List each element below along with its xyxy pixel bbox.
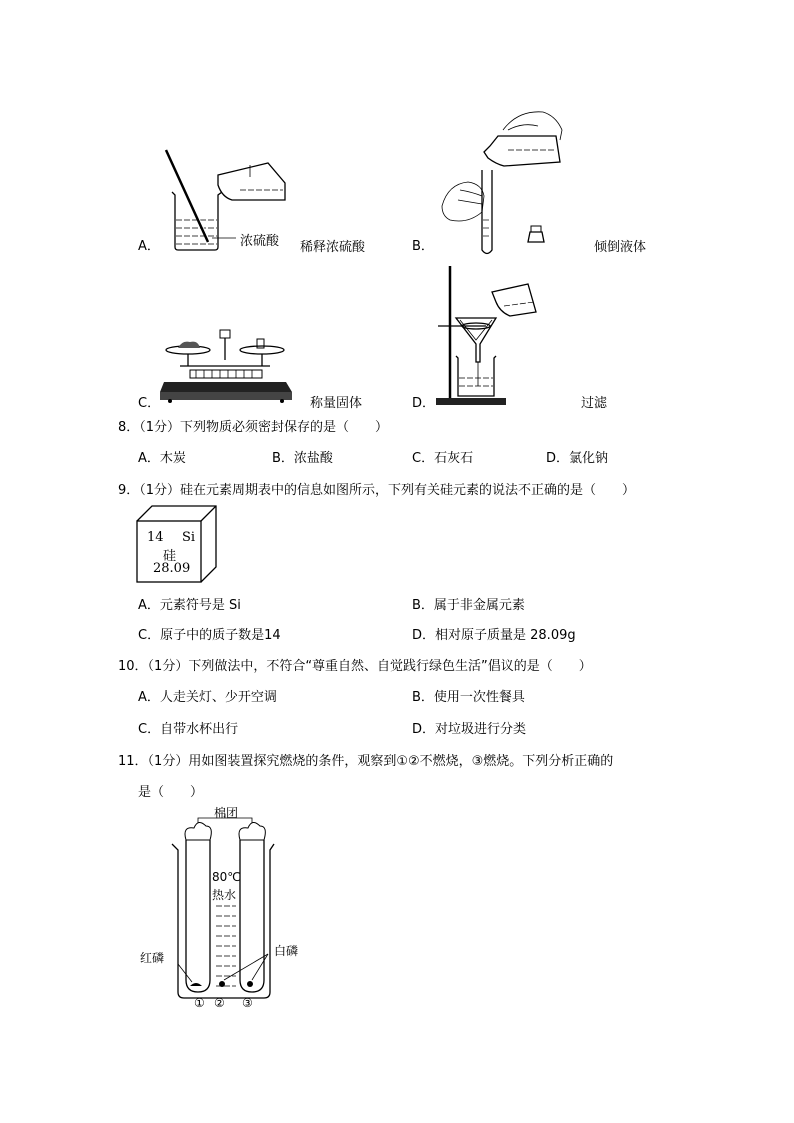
q10-stem: 10．（1分）下列做法中，不符合“尊重自然、自觉践行绿色生活”倡议的是（ ） [118,659,592,674]
element-name: 硅 [163,549,177,564]
q7-c-illustration [160,322,300,404]
marker-3: ③ [242,996,253,1010]
q7-option-a-label[interactable]: A． [138,239,160,254]
element-tile [136,505,218,583]
q7-d-caption: 过滤 [581,396,608,411]
q7-a-callout: 浓硫酸 [240,234,280,249]
element-mass: 28.09 [153,561,191,576]
marker-1: ① [194,996,205,1010]
q7-option-b-label[interactable]: B． [412,239,434,254]
q7-b-illustration [438,100,568,250]
q8-option-d[interactable]: D．氯化钠 [546,451,609,466]
cotton-label: 棉团 [214,806,239,820]
q9-option-c[interactable]: C．原子中的质子数是14 [138,628,281,643]
q7-a-caption: 稀释浓硫酸 [300,240,366,255]
element-symbol: Si [182,530,196,545]
q7-b-caption: 倾倒液体 [594,240,647,255]
q9-option-d[interactable]: D．相对原子质量是 28.09g [412,628,576,643]
combustion-apparatus [138,804,308,1014]
temperature-label: 80℃ [212,870,241,884]
q8-option-b[interactable]: B．浓盐酸 [272,451,333,466]
red-phosphorus-label: 红磷 [140,951,165,965]
q7-c-caption: 称量固体 [310,396,363,411]
q11-stem-line2: 是（ ） [138,785,204,800]
q8-option-c[interactable]: C．石灰石 [412,451,474,466]
q8-option-a[interactable]: A．木炭 [138,451,186,466]
q7-option-d-label[interactable]: D． [412,396,436,411]
q9-option-b[interactable]: B．属于非金属元素 [412,598,525,613]
marker-2: ② [214,996,225,1010]
q9-stem: 9．（1分）硅在元素周期表中的信息如图所示，下列有关硅元素的说法不正确的是（ ） [118,483,636,498]
q9-option-a[interactable]: A．元素符号是 Si [138,598,241,613]
q10-option-a[interactable]: A．人走关灯、少开空调 [138,690,277,705]
q10-option-c[interactable]: C．自带水杯出行 [138,722,239,737]
hot-water-label: 热水 [212,888,237,902]
element-number: 14 [147,530,164,545]
q7-option-c-label[interactable]: C． [138,396,161,411]
q10-option-d[interactable]: D．对垃圾进行分类 [412,722,527,737]
q7-d-illustration [430,262,540,410]
q8-stem: 8．（1分）下列物质必须密封保存的是（ ） [118,420,389,435]
q10-option-b[interactable]: B．使用一次性餐具 [412,690,525,705]
q11-stem-line1: 11．（1分）用如图装置探究燃烧的条件，观察到①②不燃烧，③燃烧。下列分析正确的 [118,754,614,769]
white-phosphorus-label: 白磷 [274,944,299,958]
